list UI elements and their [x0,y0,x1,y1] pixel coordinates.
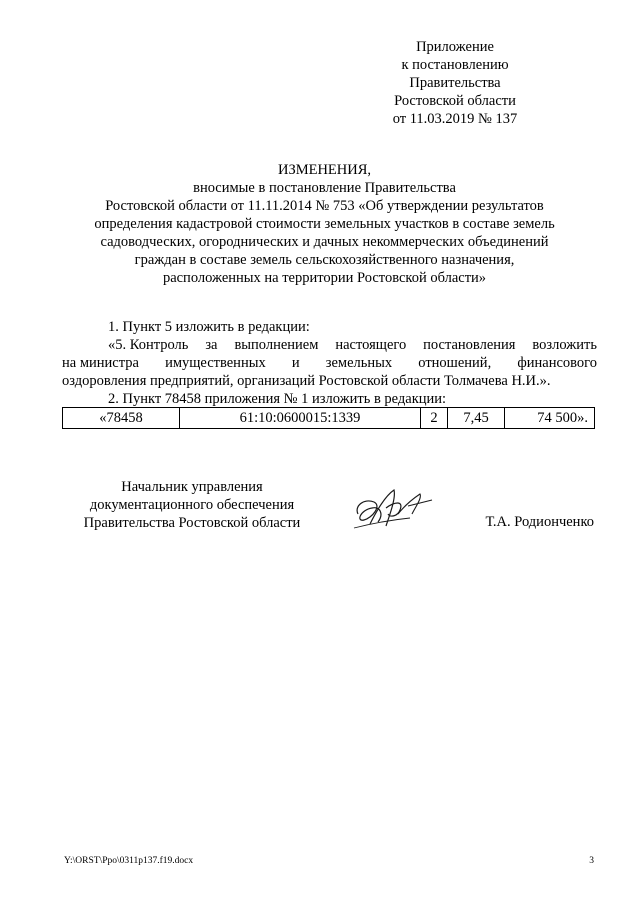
word: и [291,355,300,371]
signatory-position [62,478,322,532]
table-row [63,408,595,429]
signatory-name: Т.А. Родионченко [485,514,594,530]
appendix-line: Приложение [416,39,494,55]
quote-line-1 [62,336,597,354]
title-line: расположенных на территории Ростовской области» [162,270,487,286]
word: за [205,337,218,353]
position-line: Начальник управления [121,479,263,495]
appendix-line: от 11.03.2019 № 137 [392,111,518,127]
table-cell-number: «78458 [63,408,180,429]
title-line: садоводческих, огороднических и дачных некоммерческих объединений [100,234,549,250]
table-cell-value: 74 500». [505,408,595,429]
word: отношений, [418,355,492,371]
word: постановления [423,337,516,353]
title-line: граждан в составе земель сельскохозяйственного назначения, [134,252,515,268]
item-1: 1. Пункт 5 изложить в редакции: [108,319,310,335]
page-number: 3 [589,856,594,866]
document-body [62,318,597,408]
word: настоящего [335,337,407,353]
table-cell-cadastral: 61:10:0600015:1339 [180,408,421,429]
appendix-line: Ростовской области [394,93,516,109]
document-title [62,161,587,287]
word: возложить [532,337,597,353]
title-line: Ростовской области от 11.11.2014 № 753 «Об утверждении результатов [105,198,544,214]
title-line: определения кадастровой стоимости земельных участков в составе земель [94,216,555,232]
handwritten-signature [350,484,435,536]
table-cell-code: 2 [421,408,448,429]
quote-line-3: оздоровления предприятий, организаций Ростовской области Толмачева Н.И.». [62,373,551,389]
item-2: 2. Пункт 78458 приложения № 1 изложить в редакции: [108,391,447,407]
word: земельных [325,355,393,371]
quote-line-2 [62,354,597,372]
position-line: документационного обеспечения [89,497,295,513]
title-heading: ИЗМЕНЕНИЯ, [277,162,372,178]
title-line: вносимые в постановление Правительства [193,180,456,196]
word: «5. Контроль [108,337,189,353]
footer-file-path: Y:\ORST\Ppo\0311p137.f19.docx [64,856,194,866]
word: имущественных [165,355,266,371]
position-line: Правительства Ростовской области [83,515,301,531]
changes-table [62,407,595,429]
word: на министра [62,355,139,371]
word: выполнением [234,337,319,353]
appendix-header [345,38,565,128]
table-cell-rate: 7,45 [448,408,505,429]
appendix-line: к постановлению [401,57,509,73]
word: финансового [517,355,597,371]
appendix-line: Правительства [409,75,501,91]
